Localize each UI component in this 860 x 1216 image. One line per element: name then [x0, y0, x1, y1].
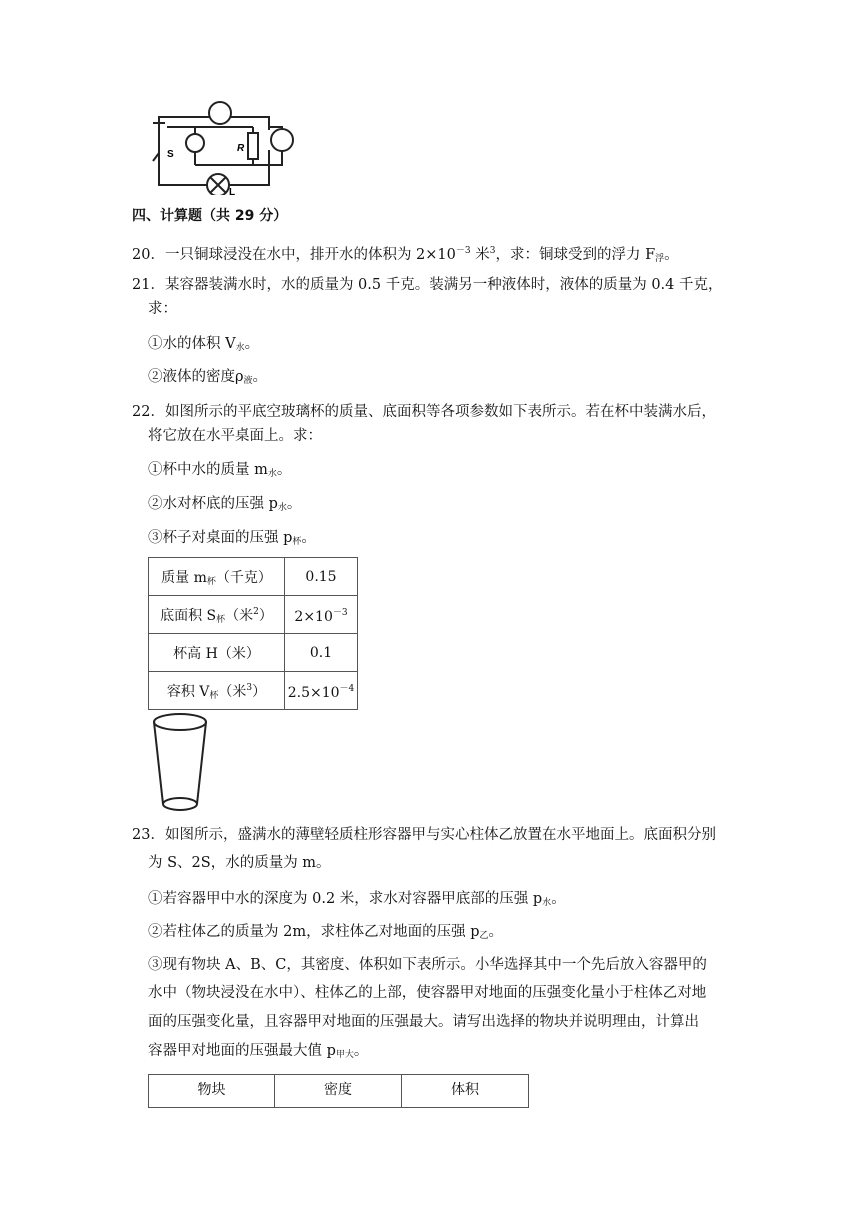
table-row [149, 596, 358, 634]
table-cell: 质量 $m_杯$（千克） [149, 558, 285, 596]
switch-label: S [167, 149, 174, 160]
glass-cup-figure [148, 710, 214, 816]
q22-item3: ③杯子对桌面的压强 $p_杯$。 [148, 530, 316, 547]
q22-item1: ①杯中水的质量 $m_水$。 [148, 462, 292, 479]
q21-line2: 求： [148, 301, 177, 317]
table-row [149, 1075, 529, 1108]
table-cell: 容积 $V_杯$（米$^3$） [149, 672, 285, 710]
table-cell: $2.5\times 10^{-4}$ [285, 672, 358, 710]
q21-item1: ①水的体积 $V_水$。 [148, 336, 260, 353]
q22-line2: 将它放在水平桌面上。求： [148, 428, 322, 444]
table-header-cell: 密度 [275, 1075, 402, 1108]
table-header-cell: 物块 [149, 1075, 275, 1108]
q21-item2: ②液体的密度$\rho_液$。 [148, 369, 268, 386]
section-heading: 四、计算题（共 29 分） [132, 208, 288, 224]
blocks-table [148, 1074, 529, 1108]
q23-line1: 23．如图所示，盛满水的薄壁轻质柱形容器甲与实心柱体乙放置在水平地面上。底面积分别 [132, 827, 716, 843]
resistor-label: R [237, 143, 245, 154]
q23-item3-line2: 水中（物块浸没在水中）、柱体乙的上部，使容器甲对地面的压强变化量小于柱体乙对地 [148, 985, 707, 1001]
q23-item1: ①若容器甲中水的深度为 0.2 米，求水对容器甲底部的压强 $p_水$。 [148, 891, 566, 908]
circuit-diagram [145, 95, 305, 195]
q23-item3-line3: 面的压强变化量，且容器甲对地面的压强最大。请写出选择的物块并说明理由，计算出 [148, 1014, 699, 1030]
cup-parameters-table [148, 557, 358, 710]
table-cell: $2\times 10^{-3}$ [285, 596, 358, 634]
q20-text: 20．一只铜球浸没在水中，排开水的体积为 $2\times 10^{-3}$ 米$^3$，求：铜球受到的浮力 $F_浮$。 [132, 246, 679, 264]
q23-item3-line4: 容器甲对地面的压强最大值 $p_{甲大}$。 [148, 1043, 369, 1060]
q22-item2: ②水对杯底的压强 $p_水$。 [148, 496, 302, 513]
q23-item2: ②若柱体乙的质量为 2m，求柱体乙对地面的压强 $p_乙$。 [148, 924, 503, 941]
table-cell: 0.1 [285, 634, 358, 672]
table-row [149, 634, 358, 672]
q22-line1: 22．如图所示的平底空玻璃杯的质量、底面积等各项参数如下表所示。若在杯中装满水后， [132, 404, 716, 420]
table-header-cell: 体积 [402, 1075, 529, 1108]
table-row [149, 672, 358, 710]
q23-item3-line1: ③现有物块 A、B、C，其密度、体积如下表所示。小华选择其中一个先后放入容器甲的 [148, 957, 707, 973]
table-cell: 0.15 [285, 558, 358, 596]
table-cell: 杯高 H（米） [149, 634, 285, 672]
table-row [149, 558, 358, 596]
lamp-label: L [229, 187, 236, 195]
q21-line1: 21．某容器装满水时，水的质量为 0.5 千克。装满另一种液体时，液体的质量为 0.4 千克， [132, 277, 723, 293]
table-cell: 底面积 $S_杯$（米$^2$） [149, 596, 285, 634]
q23-line2: 为 S、2S，水的质量为 m。 [148, 855, 331, 871]
